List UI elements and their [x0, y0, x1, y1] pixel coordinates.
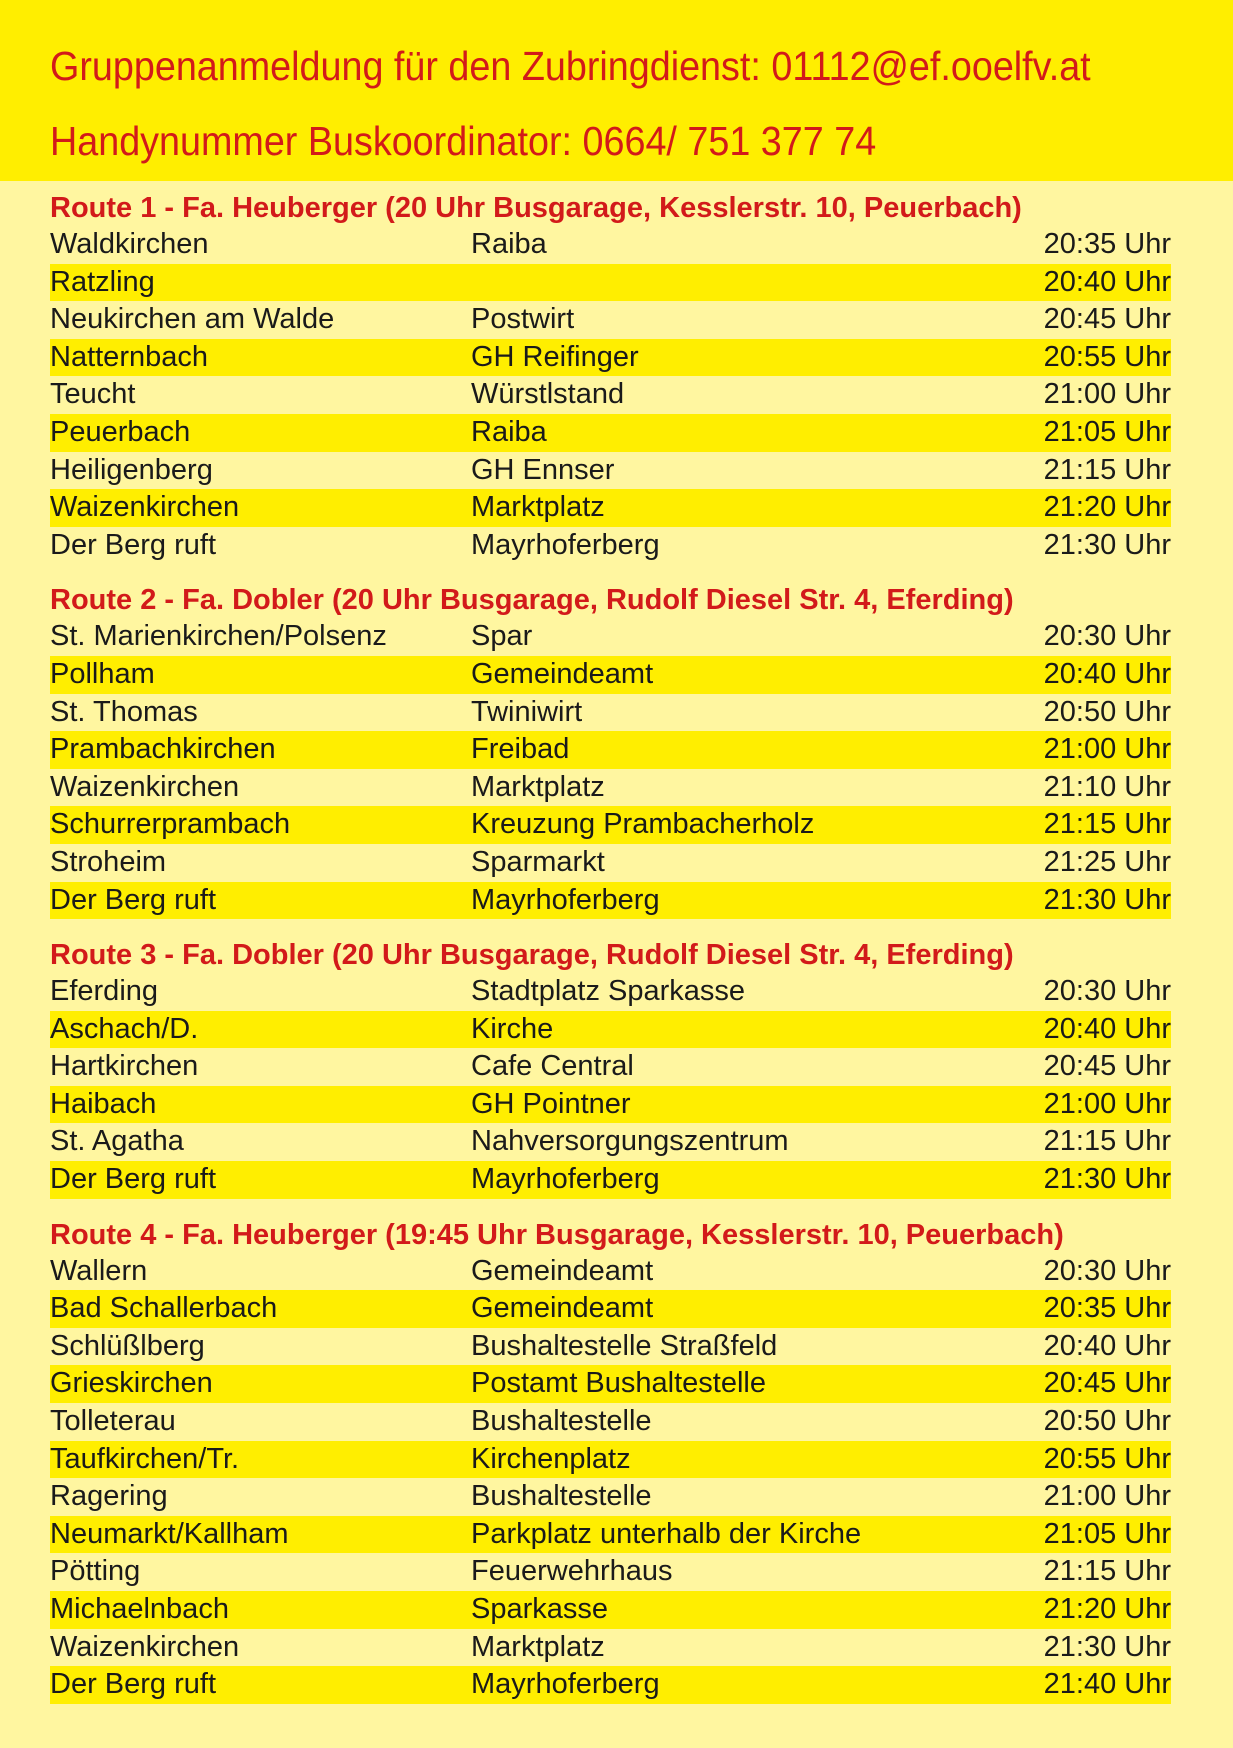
routes-container	[50, 186, 1171, 1718]
stop-location: GH Ennser	[471, 453, 615, 486]
stop-row	[50, 1403, 1171, 1441]
stop-place: Tolleterau	[50, 1405, 176, 1438]
stop-location: Bushaltestelle	[471, 1405, 652, 1438]
stop-location: Twiniwirt	[471, 695, 583, 728]
stop-place: Wallern	[50, 1254, 148, 1287]
stop-location: Bushaltestelle Straßfeld	[471, 1329, 778, 1362]
stop-row	[50, 1161, 1171, 1199]
stop-time: 21:00 Uhr	[1043, 1087, 1171, 1120]
stop-place: Der Berg ruft	[50, 1668, 216, 1701]
stop-time: 21:40 Uhr	[1043, 1668, 1171, 1701]
stop-place: Der Berg ruft	[50, 1163, 216, 1196]
stop-location: Postamt Bushaltestelle	[471, 1367, 766, 1400]
stop-row	[50, 1048, 1171, 1086]
stop-place: Waizenkirchen	[50, 491, 240, 524]
stop-place: Der Berg ruft	[50, 883, 216, 916]
stop-time: 21:25 Uhr	[1043, 845, 1171, 878]
stop-place: St. Thomas	[50, 695, 198, 728]
stop-time: 20:30 Uhr	[1043, 975, 1171, 1008]
stop-time: 20:45 Uhr	[1043, 1050, 1171, 1083]
stop-location: Bushaltestelle	[471, 1480, 652, 1513]
stop-location: Sparkasse	[471, 1593, 609, 1625]
stop-location: Raiba	[471, 228, 547, 260]
stop-row	[50, 1591, 1171, 1629]
stop-row	[50, 1629, 1171, 1667]
stop-time: 21:30 Uhr	[1043, 883, 1171, 916]
stop-row	[50, 882, 1171, 920]
stop-row	[50, 769, 1171, 807]
stop-location: Nahversorgungszentrum	[471, 1125, 789, 1158]
stop-time: 21:30 Uhr	[1043, 1630, 1171, 1663]
stop-location: Gemeindeamt	[471, 657, 654, 690]
stop-location: Marktplatz	[471, 1630, 605, 1663]
stop-time: 21:00 Uhr	[1043, 733, 1171, 766]
stop-row	[50, 806, 1171, 844]
stop-time: 20:45 Uhr	[1043, 1367, 1171, 1400]
route-title: Route 1 - Fa. Heuberger (20 Uhr Busgarage, Kesslerstr. 10, Peuerbach)	[50, 192, 1022, 224]
stop-location: Postwirt	[471, 303, 575, 336]
stop-location: Gemeindeamt	[471, 1254, 654, 1287]
stop-location: Feuerwehrhaus	[471, 1555, 673, 1588]
header-banner	[0, 0, 1233, 181]
stop-row	[50, 489, 1171, 527]
stop-location: GH Reifinger	[471, 340, 639, 373]
stop-place: Aschach/D.	[50, 1012, 199, 1045]
stop-time: 21:15 Uhr	[1043, 808, 1171, 841]
stop-row	[50, 1516, 1171, 1554]
stop-row	[50, 731, 1171, 769]
stop-row	[50, 452, 1171, 490]
stop-place: Prambachkirchen	[50, 733, 276, 766]
stop-place: Heiligenberg	[50, 453, 213, 486]
stop-place: Bad Schallerbach	[50, 1292, 278, 1325]
stop-location: GH Pointner	[471, 1087, 631, 1120]
stop-place: Pötting	[50, 1555, 141, 1588]
stop-time: 20:40 Uhr	[1043, 657, 1171, 690]
stop-time: 20:40 Uhr	[1043, 1012, 1171, 1045]
stop-row	[50, 1328, 1171, 1366]
route-title: Route 3 - Fa. Dobler (20 Uhr Busgarage, Rudolf Diesel Str. 4, Eferding)	[50, 939, 1014, 972]
stop-row	[50, 264, 1171, 302]
bus-coordinator-phone-line: Handynummer Buskoordinator: 0664/ 751 377 74	[50, 118, 877, 164]
stop-time: 21:05 Uhr	[1043, 1517, 1171, 1550]
stop-place: Pollham	[50, 657, 155, 690]
stop-place: Waizenkirchen	[50, 770, 240, 803]
stop-location: Kirche	[471, 1012, 554, 1045]
stop-time: 21:15 Uhr	[1043, 453, 1171, 486]
route-section-1	[50, 186, 1171, 564]
stop-place: Peuerbach	[50, 415, 191, 448]
stop-row	[50, 1290, 1171, 1328]
stop-time: 20:35 Uhr	[1043, 1292, 1171, 1325]
stop-place: Michaelnbach	[50, 1593, 229, 1625]
stop-place: Ragering	[50, 1480, 168, 1513]
stop-time: 21:20 Uhr	[1043, 491, 1171, 524]
stop-location: Stadtplatz Sparkasse	[471, 975, 746, 1008]
stop-location: Cafe Central	[471, 1050, 634, 1083]
stop-location: Würstlstand	[471, 378, 625, 411]
stop-place: Natternbach	[50, 340, 208, 373]
stop-row	[50, 694, 1171, 732]
stop-location: Mayrhoferberg	[471, 528, 660, 561]
stop-location: Mayrhoferberg	[471, 883, 660, 916]
stop-location: Spar	[471, 620, 533, 653]
stop-time: 21:00 Uhr	[1043, 1480, 1171, 1513]
stop-row	[50, 339, 1171, 377]
stop-row	[50, 1011, 1171, 1049]
stop-location: Sparmarkt	[471, 845, 605, 878]
stop-location: Gemeindeamt	[471, 1292, 654, 1325]
stop-row	[50, 618, 1171, 656]
stop-location: Raiba	[471, 415, 547, 448]
stop-time: 20:30 Uhr	[1043, 620, 1171, 653]
stop-row	[50, 1086, 1171, 1124]
stop-row	[50, 656, 1171, 694]
stop-place: Stroheim	[50, 845, 167, 878]
stop-time: 21:15 Uhr	[1043, 1125, 1171, 1158]
stop-row	[50, 376, 1171, 414]
stop-row	[50, 973, 1171, 1011]
stop-time: 20:40 Uhr	[1043, 1329, 1171, 1362]
stop-location: Marktplatz	[471, 770, 605, 803]
stop-place: Taufkirchen/Tr.	[50, 1442, 240, 1475]
stop-place: Haibach	[50, 1087, 157, 1120]
group-registration-line: Gruppenanmeldung für den Zubringdienst: 01112@ef.ooelfv.at	[50, 43, 1091, 89]
stop-row	[50, 527, 1171, 565]
route-section-3	[50, 933, 1171, 1199]
stop-location: Freibad	[471, 733, 570, 766]
stop-time: 20:55 Uhr	[1043, 340, 1171, 373]
stop-row	[50, 844, 1171, 882]
stop-row	[50, 226, 1171, 264]
stop-row	[50, 1253, 1171, 1291]
stop-time: 20:50 Uhr	[1043, 1405, 1171, 1438]
stop-row	[50, 414, 1171, 452]
stop-time: 20:30 Uhr	[1043, 1254, 1171, 1287]
stop-place: Schlüßlberg	[50, 1329, 205, 1362]
stop-place: Teucht	[50, 378, 136, 411]
stop-place: Waizenkirchen	[50, 1630, 240, 1663]
stop-location: Kreuzung Prambacherholz	[471, 808, 815, 841]
stop-place: Neumarkt/Kallham	[50, 1517, 289, 1550]
stop-location: Kirchenplatz	[471, 1442, 631, 1475]
stop-place: St. Agatha	[50, 1125, 184, 1158]
stop-location: Parkplatz unterhalb der Kirche	[471, 1517, 862, 1550]
stop-time: 20:35 Uhr	[1043, 228, 1171, 260]
stop-place: St. Marienkirchen/Polsenz	[50, 620, 387, 653]
route-section-4	[50, 1213, 1171, 1704]
stop-time: 20:55 Uhr	[1043, 1442, 1171, 1475]
stop-place: Der Berg ruft	[50, 528, 216, 561]
stop-time: 21:10 Uhr	[1043, 770, 1171, 803]
stop-location: Marktplatz	[471, 491, 605, 524]
stop-place: Waldkirchen	[50, 228, 209, 260]
stop-time: 21:00 Uhr	[1043, 378, 1171, 411]
stop-row	[50, 1441, 1171, 1479]
stop-time: 21:20 Uhr	[1043, 1593, 1171, 1625]
stop-row	[50, 1478, 1171, 1516]
stop-time: 20:40 Uhr	[1043, 265, 1171, 298]
stop-place: Neukirchen am Walde	[50, 303, 335, 336]
stop-row	[50, 1123, 1171, 1161]
stop-place: Grieskirchen	[50, 1367, 213, 1400]
stop-place: Schurrerprambach	[50, 808, 291, 841]
stop-location: Mayrhoferberg	[471, 1163, 660, 1196]
stop-row	[50, 1365, 1171, 1403]
stop-time: 21:05 Uhr	[1043, 415, 1171, 448]
route-section-2	[50, 578, 1171, 919]
route-title: Route 4 - Fa. Heuberger (19:45 Uhr Busgarage, Kesslerstr. 10, Peuerbach)	[50, 1218, 1064, 1251]
stop-location: Mayrhoferberg	[471, 1668, 660, 1701]
stop-row	[50, 1666, 1171, 1704]
stop-time: 20:50 Uhr	[1043, 695, 1171, 728]
stop-place: Hartkirchen	[50, 1050, 199, 1083]
stop-time: 21:30 Uhr	[1043, 1163, 1171, 1196]
route-title: Route 2 - Fa. Dobler (20 Uhr Busgarage, Rudolf Diesel Str. 4, Eferding)	[50, 584, 1014, 617]
stop-time: 20:45 Uhr	[1043, 303, 1171, 336]
stop-row	[50, 1553, 1171, 1591]
stop-row	[50, 301, 1171, 339]
stop-time: 21:15 Uhr	[1043, 1555, 1171, 1588]
stop-place: Ratzling	[50, 265, 155, 298]
stop-place: Eferding	[50, 975, 159, 1008]
stop-time: 21:30 Uhr	[1043, 528, 1171, 561]
